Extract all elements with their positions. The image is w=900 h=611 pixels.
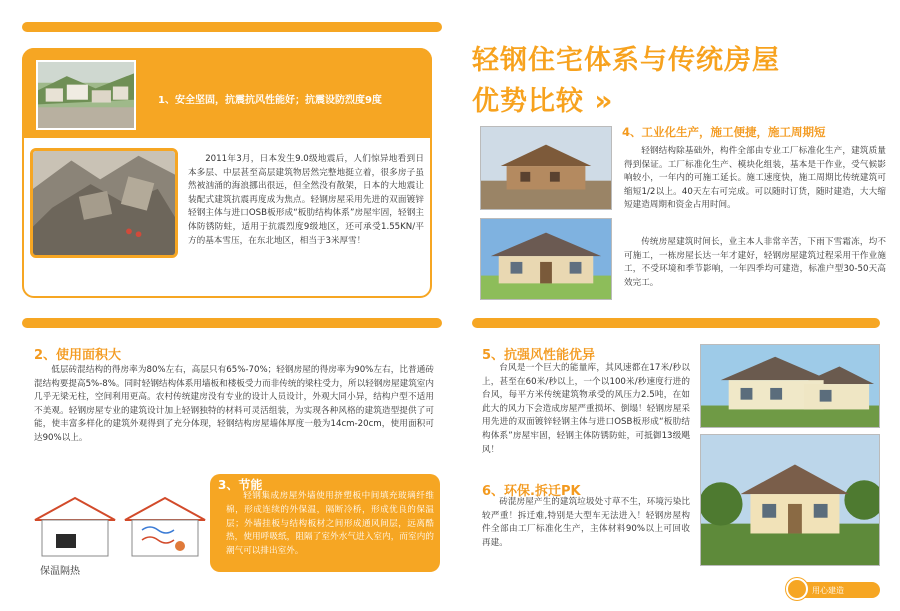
cottage-photo [700, 434, 880, 566]
section3-title: 3、节能 [218, 478, 263, 492]
page-title-line2 [472, 82, 772, 121]
villa-photo [700, 344, 880, 428]
section2-body: 低层砖混结构的得房率为80%左右，高层只有65%-70%；轻钢房屋的得房率为90%左右，比普通砖混结构要提高5%-8%。同时轻钢结构体系用墙板和楼板受力而非传统的梁柱受力，所以轻钢房屋建筑室内几乎无梁无柱，空间利用更高。农村传统建房没有专业的设计人员设计，外观大同小异，结构户型不适用不美观。轻钢房屋专业的建筑设计加上轻钢独特的材料可灵活组装，为实现各种风格的建筑造型提供了可能，使丰富多样化的建筑外观得到了充分体现，轻钢结构房屋墙体厚度一般为14cm-20cm，使用面积可达90%以上。 [34, 365, 434, 443]
top-left-bar [22, 22, 442, 32]
section1-body: 2011年3月，日本发生9.0级地震后，人们惊异地看到日本多层、中层甚至高层建筑物居然完整地挺立着，很多房子虽然被汹涌的海浪挪出很远，但全然没有散架，日本的大地震让装配式建筑抗震再度成为焦点。轻钢房屋采用先进的双面镀锌轻钢主体与进口OSB板形成“板肋结构体系”房屋牢固，轻钢主体防锈防蛀，适用于抗震烈度9级地区，还可承受1.55KN/平方的基本雪压，在东北地区，相当于3米厚雪！ [188, 154, 424, 246]
earthquake-rubble-photo [30, 148, 178, 258]
hillside-houses-photo [36, 60, 136, 130]
section6-title: 6、环保.拆迁PK [482, 484, 581, 499]
page-title-arrow-icon: » [594, 84, 614, 117]
insulation-caption: 保温隔热 [40, 566, 80, 577]
section4-title: 4、工业化生产，施工便捷，施工周期短 [622, 125, 826, 139]
section4-body1: 轻钢结构除基础外，构件全部由专业工厂标准化生产，建筑质量得到保证。工厂标准化生产、模块化组装，基本是干作业，受气候影响较小，一年内的可施工延长。施工速度快，施工周期比传统建筑可缩短1/2以上。40天左右可完成。可以随时订货，随时建造，大大缩短建造周期和资金占用时间。 [624, 146, 886, 211]
section2-title: 2、使用面积大 [34, 348, 122, 363]
footer-badge-circle-icon [786, 578, 808, 600]
section5-body: 台风是一个巨大的能量库，其风速都在17米/秒以上，甚至在60米/秒以上，一个以100米/秒速度行进的台风，每平方米传统建筑物承受的风压力2.5吨，在如此大的风力下会造成房屋严重损坏、倒塌！轻钢房屋采用先进的双面镀锌轻钢主体与进口OSB板形成“板肋结构体系”房屋牢固，轻钢主体防锈防蛀，可抵御13级飓风！ [482, 363, 690, 455]
construction-house-photo [480, 126, 612, 210]
section4-body2: 传统房屋建筑时间长，业主本人非常辛苦，下雨下雪霜冻，均不可施工，一栋房屋长达一年才建好，轻钢房屋建筑过程采用干作业施工，不受环境和季节影响，一年四季均可建造，标准户型30-50天高效完工。 [624, 237, 886, 288]
finished-house-photo [480, 218, 612, 300]
section1-title: 1、安全坚固，抗震抗风性能好；抗震设防烈度9度 [158, 95, 382, 106]
page-title-line2-text: 优势比较 [472, 86, 584, 117]
footer-badge-text: 用心建造 [812, 586, 844, 595]
page-title-line1: 轻钢住宅体系与传统房屋 [472, 45, 780, 76]
middle-left-bar [22, 318, 442, 328]
insulation-diagram [30, 490, 206, 560]
section6-body: 砖混房屋产生的建筑垃圾处寸草不生，环境污染比较严重！拆迁难,特别是大型车无法进入！轻钢房屋构件全部由工厂标准化生产，主体材料90%以上可回收再建。 [482, 497, 690, 548]
section5-title: 5、抗强风性能优异 [482, 348, 596, 363]
section3-body: 轻钢集成房屋外墙使用挤塑板中间填充玻璃纤维棉，形成连续的外保温，隔断冷桥，形成优良的保温层；外墙挂板与结构板材之间形成通风间层，远离酷热，使用呼吸纸，阻隔了室外水气进入室内，而室内的潮气可以排出室外。 [226, 491, 434, 557]
middle-right-bar [472, 318, 880, 328]
